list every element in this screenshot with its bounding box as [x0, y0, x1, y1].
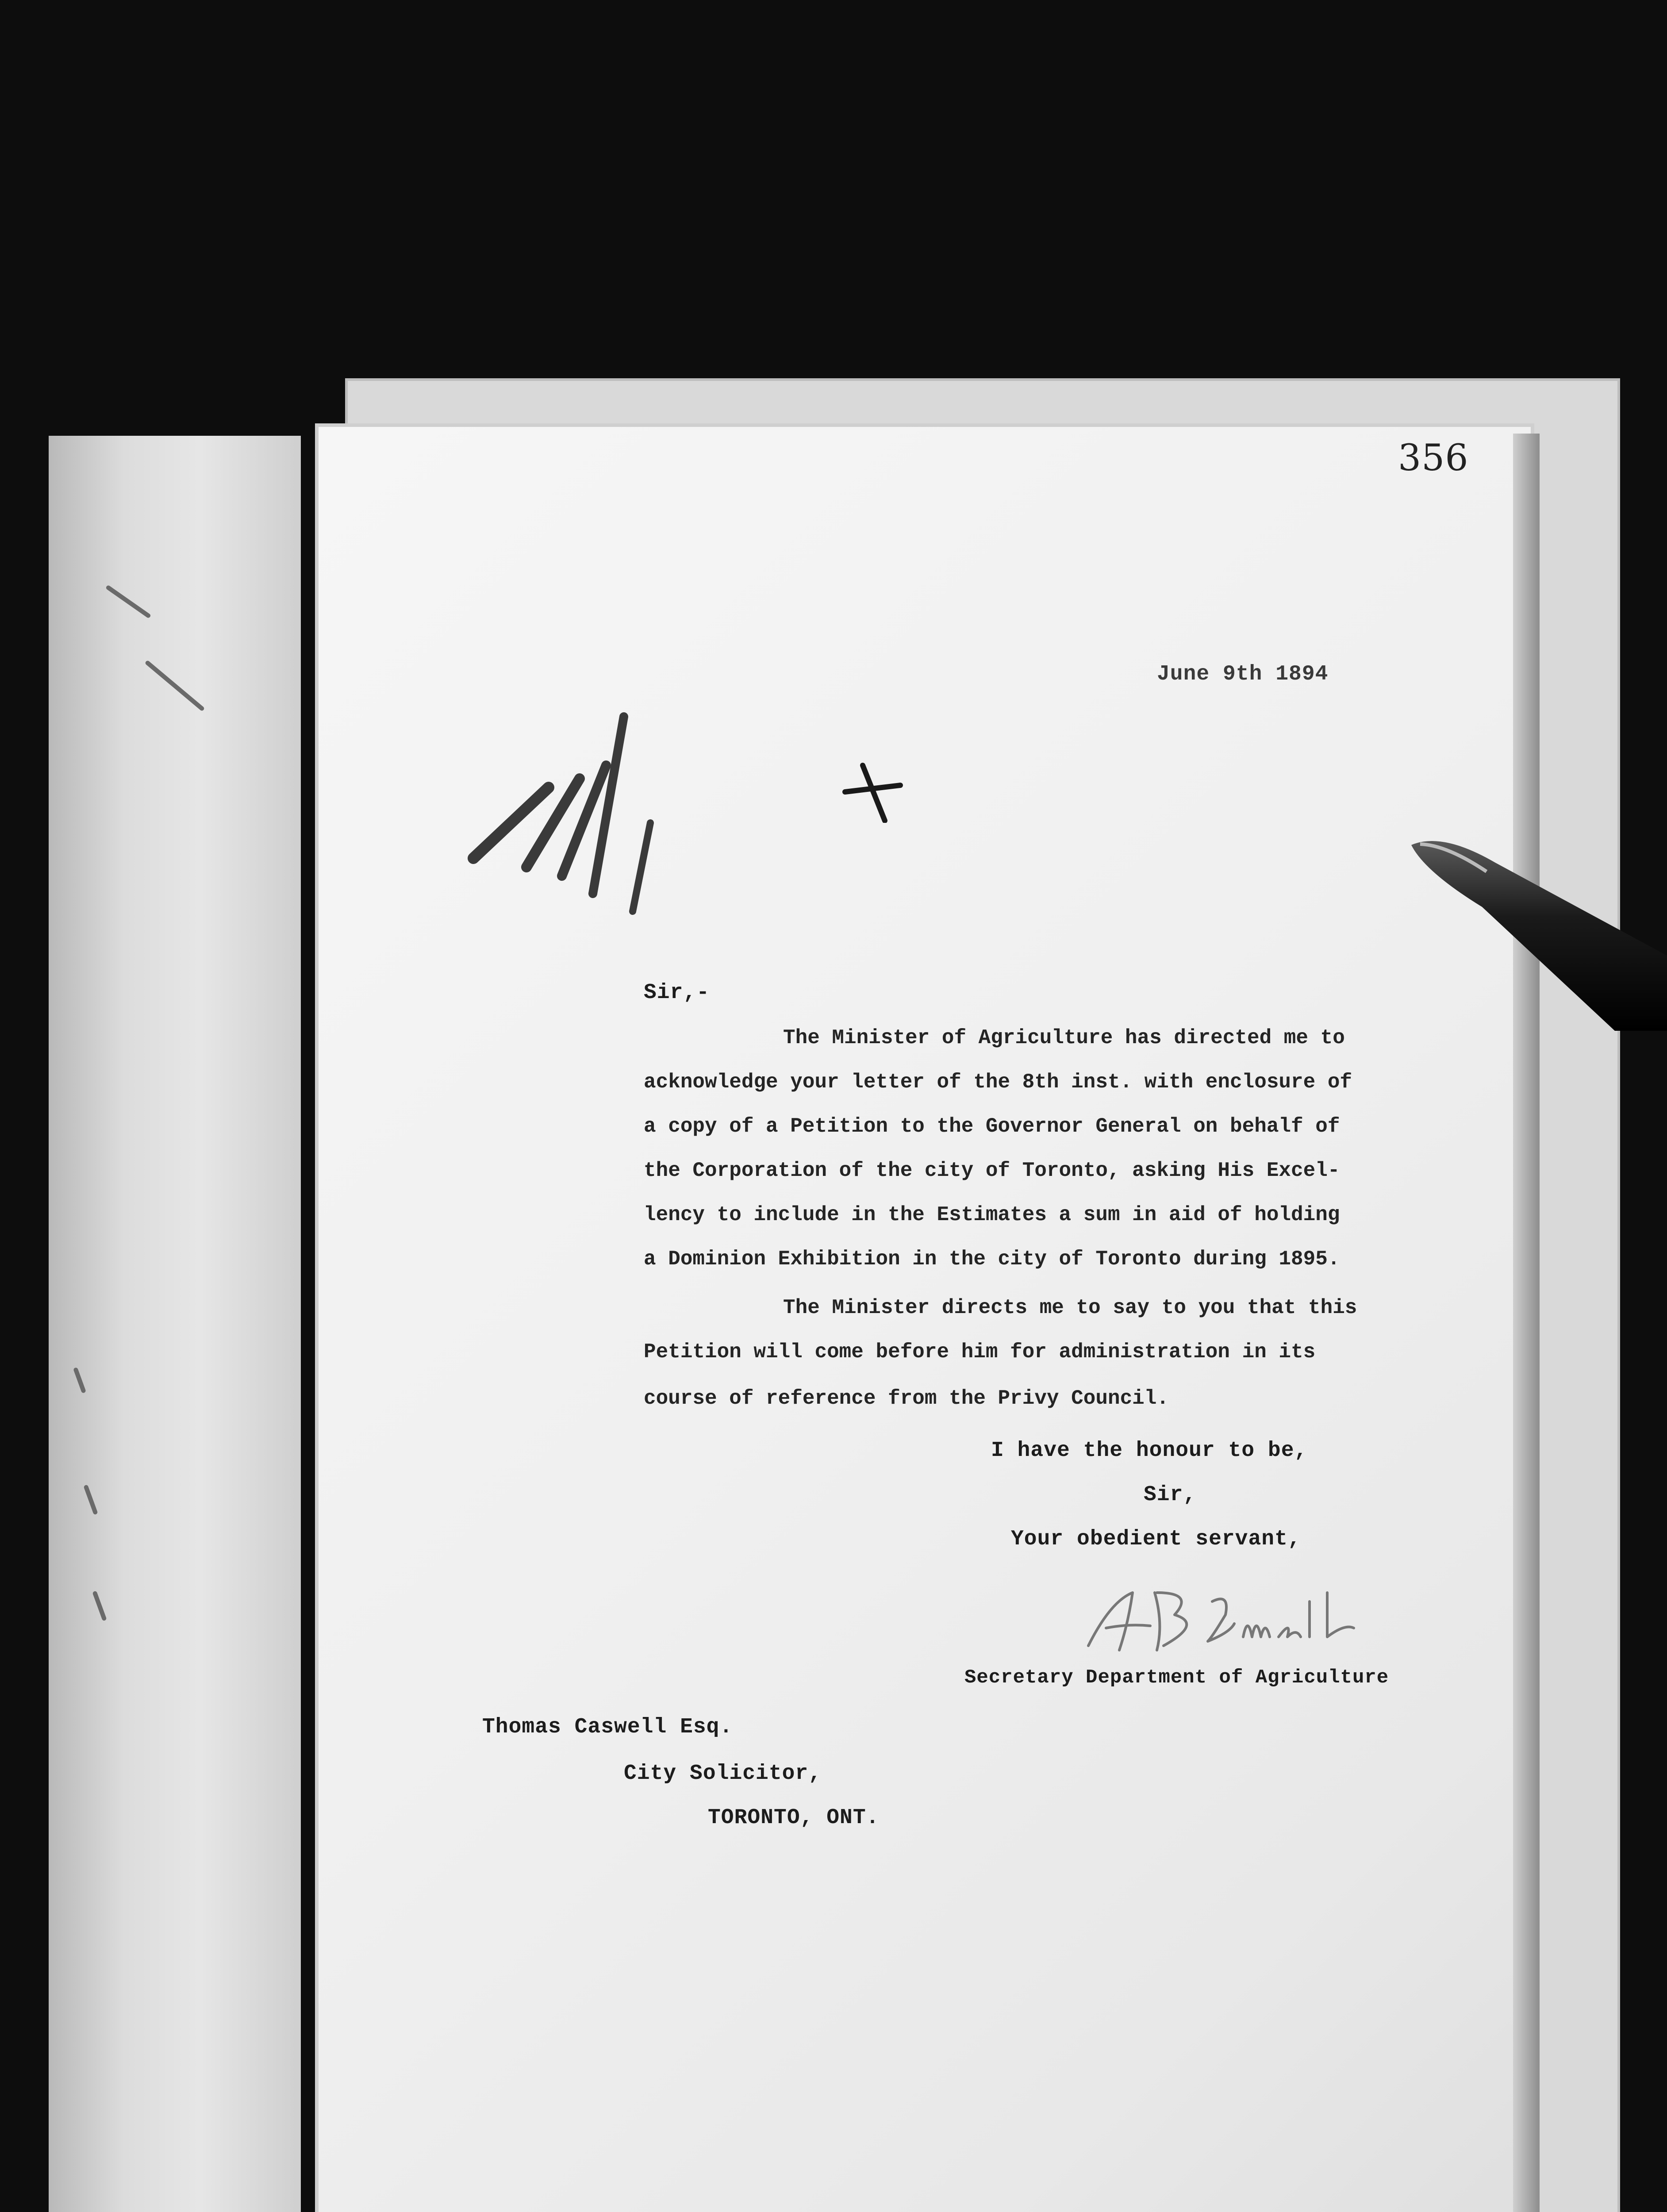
- salutation: Sir,-: [644, 981, 710, 1005]
- addressee-title: City Solicitor,: [624, 1762, 822, 1786]
- sheet-edge-shadow: [1513, 434, 1540, 2212]
- letter-date: June 9th 1894: [1157, 662, 1329, 686]
- page-number: 356: [1398, 437, 1469, 479]
- body-line: the Corporation of the city of Toronto, asking His Excel-: [644, 1159, 1340, 1182]
- handwritten-signature: [1079, 1575, 1389, 1663]
- addressee-city: TORONTO, ONT.: [708, 1806, 880, 1830]
- body-line: lency to include in the Estimates a sum in aid of holding: [644, 1203, 1340, 1226]
- body-line: Petition will come before him for administration in its: [644, 1340, 1316, 1363]
- closing-phrase: I have the honour to be,: [991, 1439, 1308, 1463]
- signatory-title: Secretary Department of Agriculture: [964, 1667, 1389, 1689]
- pencil-tally-marks: [460, 690, 708, 920]
- addressee-name: Thomas Caswell Esq.: [482, 1715, 733, 1739]
- body-line: course of reference from the Privy Council.: [644, 1387, 1169, 1410]
- body-line: acknowledge your letter of the 8th inst. with enclosure of: [644, 1071, 1352, 1094]
- body-line: The Minister of Agriculture has directed me to: [783, 1026, 1345, 1049]
- closing-servant: Your obedient servant,: [1011, 1527, 1301, 1551]
- body-line: a Dominion Exhibition in the city of Toronto during 1895.: [644, 1248, 1340, 1271]
- body-line: The Minister directs me to say to you that this: [783, 1296, 1357, 1319]
- pen-cross-mark: [836, 761, 907, 823]
- body-line: a copy of a Petition to the Governor General on behalf of: [644, 1115, 1340, 1138]
- previous-page-strip: [49, 436, 301, 2212]
- closing-sir: Sir,: [1144, 1483, 1197, 1507]
- pen-tip: [1407, 832, 1667, 1031]
